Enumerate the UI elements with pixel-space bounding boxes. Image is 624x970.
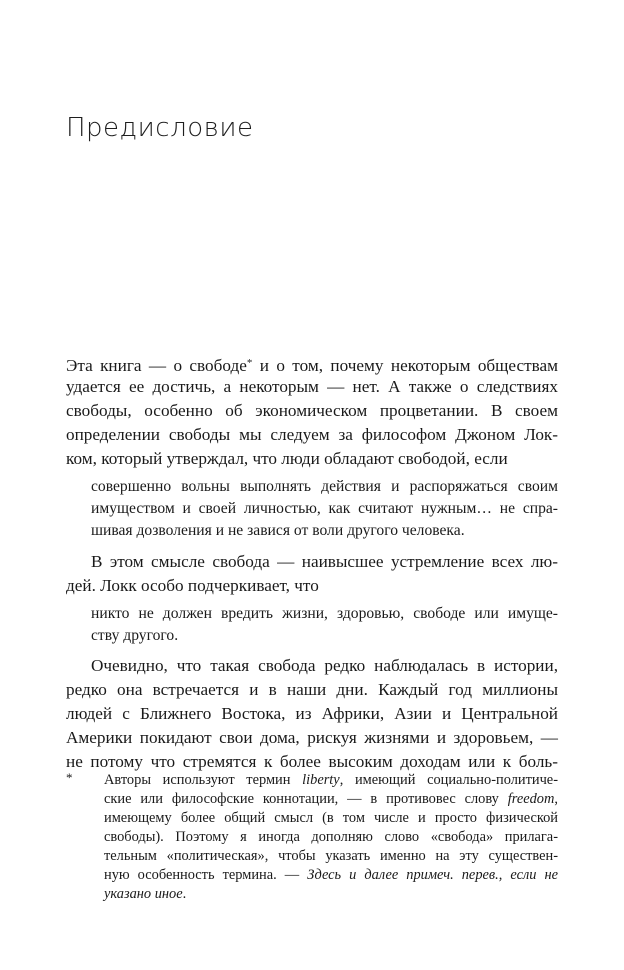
para3-line-2: редко она встречается и в наши дни. Каждый год миллионы xyxy=(66,680,558,699)
footnote-mark: * xyxy=(66,770,73,785)
para2-line-1: В этом смысле свобода — наивысшее устремление всех лю- xyxy=(91,552,558,571)
footnote-term: freedom xyxy=(507,791,555,807)
footnote-text: ную особенность термина. — xyxy=(104,867,308,883)
footnote-text: Авторы используют термин xyxy=(104,772,303,788)
quote2-line-1: никто не должен вредить жизни, здоровью, свободе или имуще- xyxy=(91,605,558,622)
para2-line-2: дей. Локк особо подчеркивает, что xyxy=(66,576,319,595)
intro-line-2: удается ее достичь, а некоторым — нет. А также о следствиях xyxy=(66,377,558,396)
intro-line-1 xyxy=(66,351,558,378)
footnote-note: Здесь и далее примеч. перев., если не xyxy=(307,867,558,883)
footnote-line-7 xyxy=(104,885,558,904)
footnote-line-5: тельным «политическая», чтобы указать именно на эту существен- xyxy=(104,848,558,864)
footnote-line-3: имеющему более общий смысл (в том числе и просто физической xyxy=(104,810,558,826)
footnote-line-1 xyxy=(104,771,558,790)
footnote-text: , xyxy=(554,791,558,807)
footnote-term: liberty xyxy=(302,772,340,788)
intro-line-4: определении свободы мы следуем за философом Джоном Лок- xyxy=(66,425,558,444)
chapter-title: Предисловие xyxy=(66,113,254,143)
para3-line-4: Америки покидают свои дома, рискуя жизнями и здоровьем, — xyxy=(66,728,558,747)
intro-text: и о том, почему некоторым обществам xyxy=(252,356,558,375)
footnote-text: ские или философские коннотации, — в противовес слову xyxy=(104,791,508,807)
para3-line-1: Очевидно, что такая свобода редко наблюдалась в истории, xyxy=(91,656,558,675)
footnote-line-4: свободы). Поэтому я иногда дополняю слово «свобода» прилага- xyxy=(104,829,558,845)
quote1-line-1: совершенно вольны выполнять действия и распоряжаться своим xyxy=(91,478,558,495)
quote2-line-2: ству другого. xyxy=(91,627,179,644)
footnote-text: , имеющий социально-политиче- xyxy=(339,772,558,788)
footnote-text: . xyxy=(182,886,187,902)
para3-line-5: не потому что стремятся к более высоким доходам или к боль- xyxy=(66,752,558,771)
quote1-line-3: шивая дозволения и не завися от воли другого человека. xyxy=(91,522,465,539)
footnote-note: указано иное xyxy=(104,886,183,902)
footnote-line-6 xyxy=(104,866,558,885)
intro-line-5: ком, который утверждал, что люди обладают свободой, если xyxy=(66,449,508,468)
footnote-line-2 xyxy=(104,790,558,809)
footnote-reference[interactable]: * xyxy=(246,357,253,369)
quote1-line-2: имуществом и своей личностью, как считают нужным… не спра- xyxy=(91,500,558,517)
intro-text: Эта книга — о свободе xyxy=(66,356,247,375)
intro-line-3: свободы, особенно об экономическом процветании. В своем xyxy=(66,401,558,420)
para3-line-3: людей с Ближнего Востока, из Африки, Азии и Центральной xyxy=(66,704,558,723)
